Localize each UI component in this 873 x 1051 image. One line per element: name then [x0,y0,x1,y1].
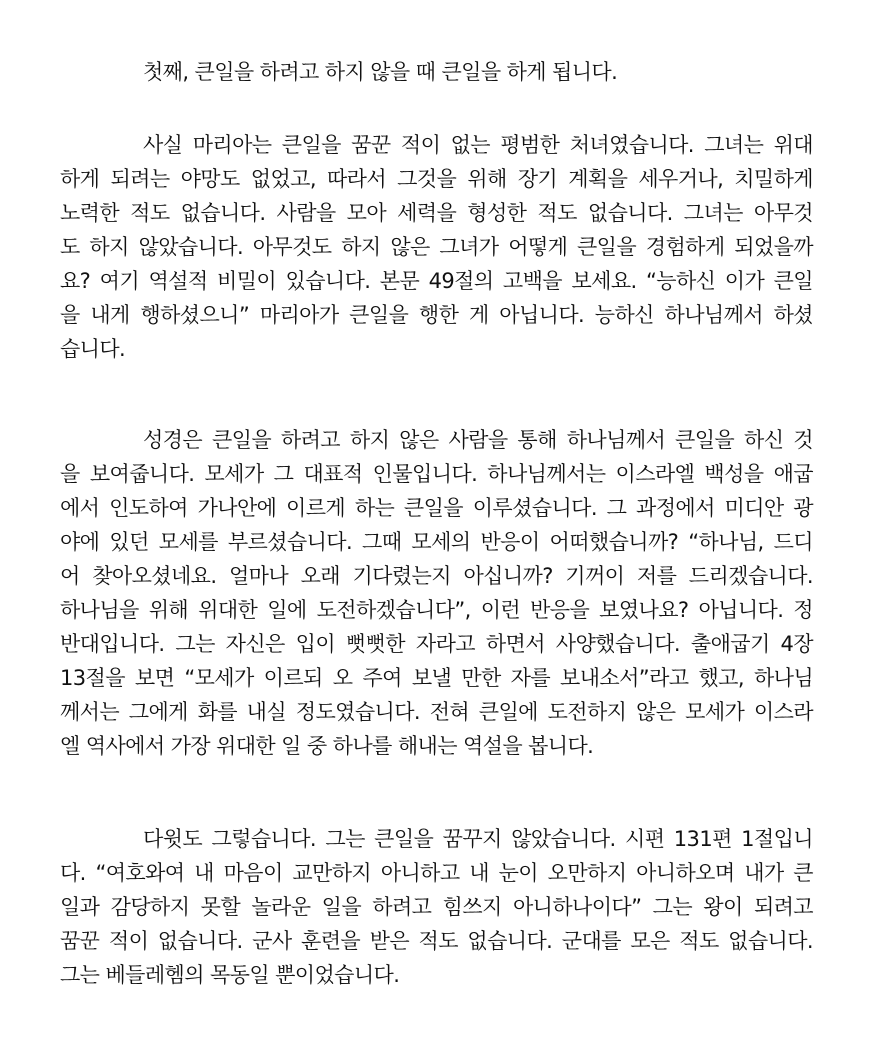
text-line: 다. “여호와여 내 마음이 교만하지 아니하고 내 눈이 오만하지 아니하오며 내가 큰 [60,861,813,885]
text-line: 도 하지 않았습니다. 아무것도 하지 않은 그녀가 어떻게 큰일을 경험하게 되었을까 [60,235,813,259]
text-line: 성경은 큰일을 하려고 하지 않은 사람을 통해 하나님께서 큰일을 하신 것 [143,428,813,452]
paragraph-david [60,822,813,992]
text-line: 요? 여기 역설적 비밀이 있습니다. 본문 49절의 고백을 보세요. “능하신 이가 큰일 [60,269,813,293]
text-line: 일과 감당하지 못할 놀라운 일을 하려고 힘쓰지 아니하나이다” 그는 왕이 되려고 [60,895,813,919]
text-line: 어 찾아오셨네요. 얼마나 오래 기다렸는지 아십니까? 기꺼이 저를 드리겠습니다. [60,564,813,588]
text-line: 꿈꾼 적이 없습니다. 군사 훈련을 받은 적도 없습니다. 군대를 모은 적도 없습니다. [60,929,813,953]
text-line: 노력한 적도 없습니다. 사람을 모아 세력을 형성한 적도 없습니다. 그녀는 아무것 [60,201,813,225]
text-line: 13절을 보면 “모세가 이르되 오 주여 보낼 만한 자를 보내소서”라고 했고, 하나님 [60,666,813,690]
text-line: 다윗도 그렇습니다. 그는 큰일을 꿈꾸지 않았습니다. 시편 131편 1절입니 [143,827,813,851]
paragraph-moses [60,423,813,763]
text-line: 에서 인도하여 가나안에 이르게 하는 큰일을 이루셨습니다. 그 과정에서 미디안 광 [60,496,813,520]
text-line: 습니다. [60,337,126,361]
text-line: 반대입니다. 그는 자신은 입이 뻣뻣한 자라고 하면서 사양했습니다. 출애굽기 4장 [60,632,813,656]
text-line: 사실 마리아는 큰일을 꿈꾼 적이 없는 평범한 처녀였습니다. 그녀는 위대 [143,133,813,157]
text-line: 을 보여줍니다. 모세가 그 대표적 인물입니다. 하나님께서는 이스라엘 백성을 애굽 [60,462,813,486]
text-line: 엘 역사에서 가장 위대한 일 중 하나를 해내는 역설을 봅니다. [60,734,594,758]
text-line: 그는 베들레헴의 목동일 뿐이었습니다. [60,963,400,987]
text-line: 을 내게 행하셨으니” 마리아가 큰일을 행한 게 아닙니다. 능하신 하나님께서 하셨 [60,303,813,327]
text-line: 하나님을 위해 위대한 일에 도전하겠습니다”, 이런 반응을 보였나요? 아닙니다. 정 [60,598,813,622]
text-line: 하게 되려는 야망도 없었고, 따라서 그것을 위해 장기 계획을 세우거나, 치밀하게 [60,167,813,191]
text-line: 야에 있던 모세를 부르셨습니다. 그때 모세의 반응이 어떠했습니까? “하나님, 드디 [60,530,813,554]
section-heading: 첫째, 큰일을 하려고 하지 않을 때 큰일을 하게 됩니다. [143,60,618,84]
paragraph-mary [60,128,813,366]
text-line: 께서는 그에게 화를 내실 정도였습니다. 전혀 큰일에 도전하지 않은 모세가 이스라 [60,700,813,724]
